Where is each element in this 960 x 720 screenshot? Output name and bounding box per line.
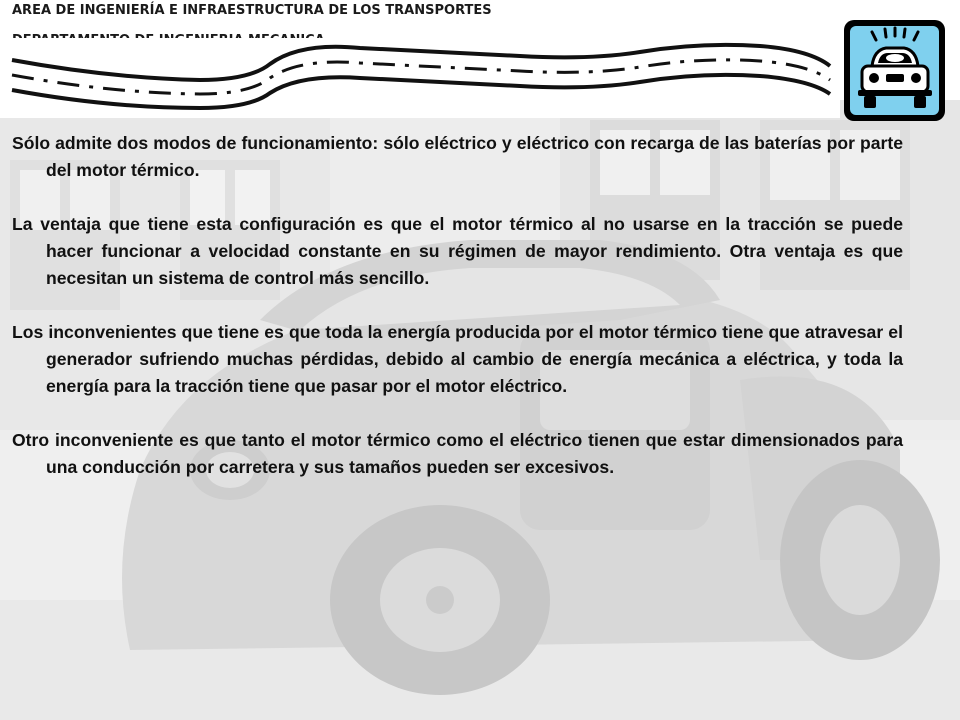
- body-text: [12, 130, 903, 508]
- paragraph: Los inconvenientes que tiene es que toda la energía producida por el motor térmico tiene que atravesar el generador sufriendo muchas pérdidas, debido al cambio de energía mecánica a eléctrica, y toda la energía para la tracción tiene que pasar por el motor eléctrico.: [12, 322, 903, 396]
- car-front-icon: [842, 18, 947, 123]
- road-decoration: [0, 38, 840, 118]
- paragraph: Otro inconveniente es que tanto el motor térmico como el eléctrico tienen que estar dimensionados para una conducción por carretera y sus tamaños pueden ser excesivos.: [12, 430, 903, 477]
- paragraph: Sólo admite dos modos de funcionamiento: sólo eléctrico y eléctrico con recarga de las baterías por parte del motor térmico.: [12, 133, 903, 180]
- header-area-title: AREA DE INGENIERÍA E INFRAESTRUCTURA DE LOS TRANSPORTES: [12, 3, 492, 18]
- paragraph: La ventaja que tiene esta configuración es que el motor térmico al no usarse en la tracción se puede hacer funcionar a velocidad constante en su régimen de mayor rendimiento. Otra ventaja es que necesitan un sistema de control más sencillo.: [12, 214, 903, 288]
